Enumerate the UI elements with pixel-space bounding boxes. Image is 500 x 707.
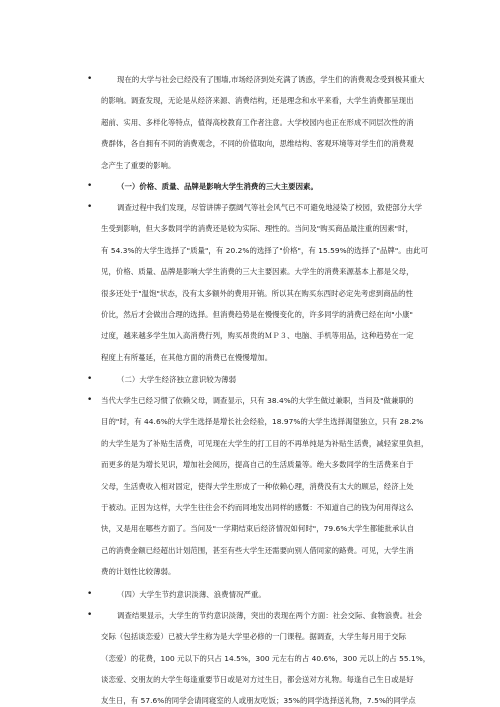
text-line: 己的消费金额已经超出计划范围，甚至有些大学生还需要向别人借同家的路费。可见，大学生消 bbox=[101, 545, 414, 555]
section-heading bbox=[87, 176, 430, 197]
paragraph-1 bbox=[87, 69, 430, 176]
text-line: 程度上有所蔓延，在其他方面的消费已在慢慢增加。 bbox=[101, 352, 273, 362]
text-line: 谈恋爱、交朋友的大学生每逢重要节日或是对方过生日，都会送对方礼物。每逢自己生日或是好 bbox=[101, 675, 414, 685]
section-heading bbox=[87, 369, 430, 390]
heading-text: （四）大学生节约意识淡薄、浪费情况严重。 bbox=[117, 590, 266, 599]
text-line: 有 54.3%的大学生选择了"质量"，有 20.2%的选择了"价格"，有 15.59%的选择了"品牌"。由此可 bbox=[101, 245, 429, 255]
text-line: 友生日，有 57.6%的同学会请同寝室的人或朋友吃饭；35%的同学选择送礼物，7.5%的同学点 bbox=[101, 696, 416, 705]
text-line: 生受到影响，但大多数同学的消费还是较为实际、理性的。当问及"购买商品最注重的因素"时， bbox=[101, 224, 413, 234]
bullet-icon: • bbox=[87, 589, 93, 599]
text-line: 见，价格、质量、品牌是影响大学生消费的三大主要因素。大学生的消费来源基本上都是父母， bbox=[101, 267, 414, 277]
heading-text: （一）价格、质量、品牌是影响大学生消费的三大主要因素。 bbox=[117, 182, 318, 191]
paragraph-4 bbox=[87, 605, 431, 691]
bullet-icon: • bbox=[87, 395, 93, 405]
text-line: （恋爱）的花费，100 元以下的只占 14.5%，300 元左右的占 40.6%，300 元以上的占 55.1%， bbox=[101, 653, 431, 663]
text-line: 调查结果显示，大学生的节约意识淡薄，突出的表现在两个方面：社会交际、食物浪费。社会 bbox=[117, 611, 423, 620]
heading-text: （二）大学生经济独立意识较为薄弱 bbox=[117, 375, 237, 384]
text-line: 目的"时，有 44.6%的大学生选择是增长社会经验，18.97%的大学生选择渴望独立，只有 28.2% bbox=[101, 417, 424, 427]
text-line: 而更多的是为增长见识，增加社会阅历，提高自己的生活质量等。绝大多数同学的生活费来自于 bbox=[101, 460, 414, 470]
text-line: 过度，越来越多学生加入高消费行列，购买昂贵的ＭＰ３、电脑、手机等用品，这种趋势在一定 bbox=[101, 331, 414, 341]
text-line: 的影响。调查发现，无论是从经济来源、消费结构，还是理念和水平来看，大学生消费都呈现出 bbox=[101, 96, 414, 106]
text-line: 超前、实用、多样化等特点，值得高校教育工作者注意。大学校园内也正在形成不同层次性的消 bbox=[101, 117, 414, 127]
paragraph-2 bbox=[87, 197, 430, 368]
bullet-icon: • bbox=[87, 374, 93, 384]
text-line: 于被动。正因为这样，大学生往往会不约而同地发出同样的感慨：不知道自己的钱为何用得这么 bbox=[101, 502, 414, 512]
text-line: 费群体，各自拥有不同的消费观念，不同的价值取向，思维结构、客观环境等对学生们的消费观 bbox=[101, 139, 414, 149]
bullet-icon: • bbox=[87, 74, 93, 84]
paragraph-3 bbox=[87, 390, 430, 583]
bullet-icon: • bbox=[87, 181, 93, 191]
text-line: 快，又是用在哪些方面了。当问及"一学期结束后经济情况如何时"，79.6%大学生都能批承认自 bbox=[101, 524, 415, 534]
section-heading bbox=[87, 584, 430, 605]
text-line: 费的计划性比较薄弱。 bbox=[101, 567, 176, 577]
text-line: 父母，生活费收入相对固定，使得大学生形成了一种依赖心理，消费没有太大的顾忌，经济上处 bbox=[101, 481, 414, 491]
paragraph-4-tail bbox=[90, 690, 430, 707]
text-line: 当代大学生已经习惯了依赖父母，调查显示，只有 38.4%的大学生做过兼职，当问及"做兼职的 bbox=[101, 396, 414, 405]
text-line: 的大学生是为了补贴生活费，可见现在大学生的打工目的不再单纯是为补贴生活费，减轻家里负担， bbox=[101, 438, 429, 448]
text-line: 念产生了重要的影响。 bbox=[101, 160, 176, 170]
bullet-icon: • bbox=[87, 202, 93, 212]
text-line: 调查过程中我们发现，尽管讲牌子摆阔气等社会风气已不可避免地浸染了校园，致使部分大学 bbox=[117, 203, 423, 212]
text-line: 交际（包括谈恋爱）已被大学生称为是大学里必修的一门课程。据调查，大学生每月用于交际 bbox=[101, 632, 407, 642]
text-line: 价比，然后才会做出合理的选择。但消费趋势是在慢慢变化的，许多同学的消费已经在向"小康" bbox=[101, 309, 413, 319]
bullet-icon: • bbox=[87, 610, 93, 620]
text-line: 现在的大学与社会已经没有了围墙,市场经济到处充满了诱惑，学生们的消费观念受到极其重大 bbox=[117, 75, 425, 84]
text-line: 很多还处于"温饱"状态，没有太多额外的费用开销。所以其在购买东西时必定先考虑到商品的性 bbox=[101, 288, 413, 298]
